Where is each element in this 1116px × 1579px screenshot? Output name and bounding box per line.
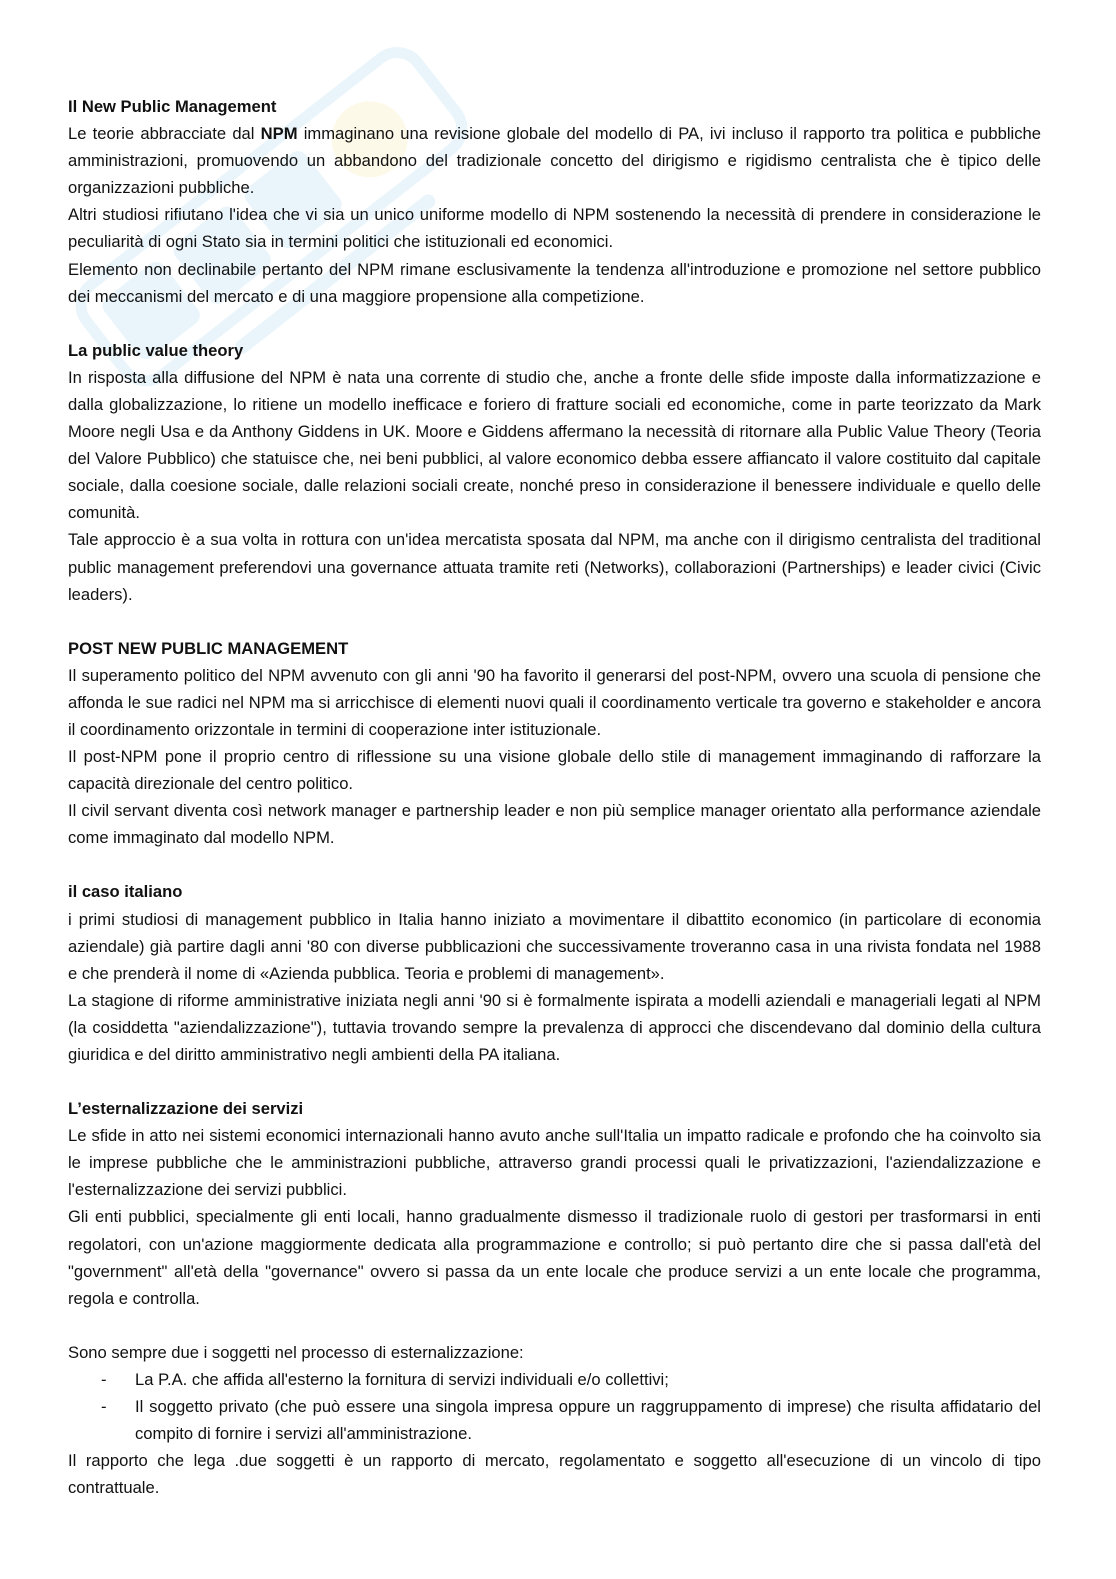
section-title: L’esternalizzazione dei servizi [68,1099,304,1119]
paragraph: Il superamento politico del NPM avvenuto con gli anni '90 ha favorito il generarsi del post-NPM, ovvero una scuola di pensione che affonda le sue radici nel NPM ma si arricchisce di elementi nuovi quali il coordinamento verticale tra governo e stakeholder e ancora il coordinamento orizzontale in termini di cooperazione inter istituzionale. [68,665,1041,739]
section-public-value-theory [68,337,1041,608]
paragraph-text: immaginano una revisione globale del modello di PA, ivi incluso il rapporto tra politica e pubbliche amministrazioni, promuovendo un abbandono del tradizionale concetto del dirigismo e rigidismo centralista che è tipico delle organizzazioni pubbliche. [68,124,1041,198]
document-page [68,93,1041,1501]
paragraph: La stagione di riforme amministrative iniziata negli anni '90 si è formalmente ispirata a modelli aziendali e manageriali legati al NPM (la cosiddetta "aziendalizzazione"), tuttavia trovando sempre la prevalenza di approcci che discendevano dal dominio della cultura giuridica e del diritto amministrativo negli ambienti della PA italiana. [68,990,1041,1064]
section-esternalizzazione [68,1095,1041,1312]
paragraph [68,120,1041,201]
bold-term: NPM [260,124,298,144]
dash-bullet: - [101,1369,107,1389]
bullet-list [68,1366,1041,1447]
section-title: Il New Public Management [68,97,277,116]
paragraph: In risposta alla diffusione del NPM è nata una corrente di studio che, anche a fronte delle sfide imposte dalla informatizzazione e dalla globalizzazione, lo ritiene un modello inefficace e foriero di fratture sociali ed economiche, come in parte teorizzato da Mark Moore negli Usa e da Anthony Giddens in UK. Moore e Giddens affermano la necessità di ritornare alla Public Value Theory (Teoria del Valore Pubblico) che statuisce che, nei beni pubblici, al valore economico debba essere affiancato il valore costituito dal capitale sociale, dalla coesione sociale, dalle relazioni sociali create, nonché preso in considerazione il benessere individuale e quello delle comunità. [68,367,1041,523]
section-caso-italiano [68,878,1041,1068]
list-item-text: Il soggetto privato (che può essere una singola impresa oppure un raggruppamento di imprese) che risulta affidatario del compito di fornire i servizi all'amministrazione. [135,1397,1041,1444]
section-npm [68,93,1041,310]
paragraph: Gli enti pubblici, specialmente gli enti locali, hanno gradualmente dismesso il tradizionale ruolo di gestori per trasformarsi in enti regolatori, con un'azione maggiormente dedicata alla programmazione e controllo; si può pertanto dire che si passa dall'età del "government" all'età della "governance" ovvero si passa da un ente locale che produce servizi a un ente locale che programma, regola e controlla. [68,1207,1041,1308]
paragraph: Sono sempre due i soggetti nel processo di esternalizzazione: [68,1342,524,1362]
paragraph: Il rapporto che lega .due soggetti è un rapporto di mercato, regolamentato e soggetto all'esecuzione di un vincolo di tipo contrattuale. [68,1451,1041,1498]
paragraph: i primi studiosi di management pubblico in Italia hanno iniziato a movimentare il dibattito economico (in particolare di economia aziendale) già partire dagli anni '80 con diverse pubblicazioni che successivamente troveranno casa in una rivista fondata nel 1988 e che prenderà il nome di «Azienda pubblica. Teoria e problemi di management». [68,909,1041,983]
section-title: La public value theory [68,340,244,360]
paragraph: Elemento non declinabile pertanto del NPM rimane esclusivamente la tendenza all'introduzione e promozione nel settore pubblico dei meccanismi del mercato e di una maggiore propensione alla competizione. [68,259,1041,306]
list-item [68,1366,1041,1393]
list-item [68,1393,1041,1447]
section-title: il caso italiano [68,882,183,902]
dash-bullet: - [101,1397,107,1417]
paragraph: Il civil servant diventa così network manager e partnership leader e non più semplice manager orientato alla performance aziendale come immaginato dal modello NPM. [68,801,1041,848]
paragraph: Le sfide in atto nei sistemi economici internazionali hanno avuto anche sull'Italia un impatto radicale e profondo che ha coinvolto sia le imprese pubbliche che le amministrazioni pubbliche, attraverso grandi processi quali le privatizzazioni, l'aziendalizzazione e l'esternalizzazione dei servizi pubblici. [68,1126,1041,1200]
section-post-npm [68,635,1041,852]
paragraph: Il post-NPM pone il proprio centro di riflessione su una visione globale dello stile di management immaginando di rafforzare la capacità direzionale del centro politico. [68,747,1041,794]
paragraph: Altri studiosi rifiutano l'idea che vi sia un unico uniforme modello di NPM sostenendo la necessità di prendere in considerazione le peculiarità di ogni Stato sia in termini politici che istituzionali ed economici. [68,205,1041,252]
paragraph-text: Le teorie abbracciate dal [68,124,261,144]
paragraph: Tale approccio è a sua volta in rottura con un'idea mercatista sposata dal NPM, ma anche con il dirigismo centralista del traditional public management preferendovi una governance attuata tramite reti (Networks), collaborazioni (Partnerships) e leader civici (Civic leaders). [68,530,1041,604]
section-soggetti [68,1339,1041,1502]
section-title: POST NEW PUBLIC MANAGEMENT [68,638,349,658]
list-item-text: La P.A. che affida all'esterno la fornitura di servizi individuali e/o collettivi; [135,1369,669,1389]
